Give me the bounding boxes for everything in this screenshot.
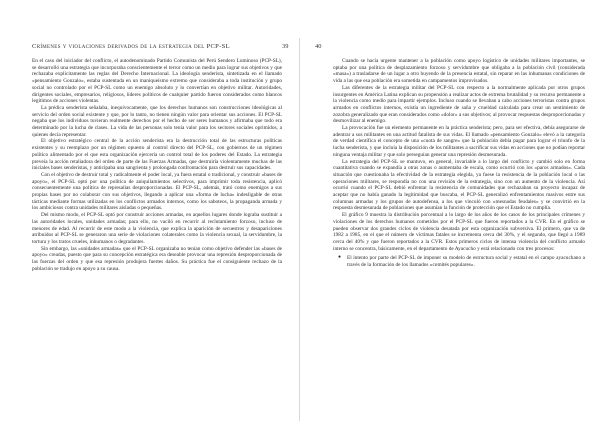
paragraph: La estrategia del PCP-SL se mantuvo, en general, invariable a lo largo del conflicto y cambió solo en forma cuantitativa cuando se expandía a otras zonas o aumentaba de escala, como ocurrió con los «paros armados». Cada situación que cuestionaba la efectividad de la estrategia elegida, ya fuese la resistencia de la población local o las operaciones militares, se respondía no con una revisión de la estrategia, sino con un aumento de la violencia. Así ocurrió cuando el PCP-SL debió enfrentar la resistencia de comunidades que rechazaban su proyecto incapaz de aceptar que no había ganado la legitimidad que buscaba, el PCP-SL generalizó enfrentamientos masivos entre sus columnas armadas y los grupos de autodefensa, a los que vinculó con «mesnadas feudales» y se convirtió en la respuesta desmesurada de poblaciones que asumían la función de protección que el Estado no cumplía. (333, 158, 585, 212)
running-head: Crímenes y violaciones derivados de la estrategia del PCP-SL (32, 43, 230, 50)
page-number: 39 (282, 43, 289, 50)
paragraph: Con el objetivo de destruir total y radicalmente el poder local, ya fuera estatal o tradicional, y construir «bases de apoyo», el PCP-SL optó por una política de aniquilamientos selectivos, para imprimir toda resistencia, aplicó consecuentemente una política de represalias desproporcionadas. El PCP-SL, además, trató como enemigos a sus propias bases por no colaborar con sus objetivos, llegando a aplicar una «forma de lucha» indesligable de otras tácticas mediante formas utilizadas en los conflictos armados internos, como los saboteos, la propaganda armada y los ambiciosos contra unidades militares aisladas o pequeñas. (32, 171, 282, 212)
paragraph: La prédica senderista señalaba, inequívocamente, que los derechos humanos son construcciones ideológicas al servicio del orden social existente y que, por lo tanto, no tienen ningún valor para orientar sus acciones. El PCP-SL negaba que los individuos tuvieran realmente derechos por el hecho de ser seres humanos y afirmaba que todo era determinado por la lucha de clases. La vida de las personas solo tenía valor para los sectores sociales oprimidos, a quienes decía representar. (32, 104, 282, 138)
page-number: 40 (315, 43, 322, 50)
right-body-text (333, 58, 585, 269)
right-page (301, 0, 600, 431)
book-gutter (299, 38, 300, 421)
bullet-list (333, 255, 585, 268)
paragraph: Cuando se hacía urgente mantener a la población como apoyo logístico de unidades militares importantes, se optaba por una política de desplazamiento forzoso y servidumbre que obligaba a la población civil (considerada «masa») a trasladarse de un lugar a otro huyendo de la presencia estatal, sin reparar en las inhumanas condiciones de vida a las que esa población era sometida en campamentos improvisados. (333, 58, 585, 85)
paragraph: En el caso del iniciador del conflicto, el autodenominado Partido Comunista del Perú Sendero Luminoso (PCP-SL), se desarrolló una estrategia que incorporaba conscientemente el terror como un medio para lograr sus objetivos y que rechazaba explícitamente las reglas del Derecho Internacional. La ideología senderista, sintetizada en el llamado «pensamiento Gonzalo», estaba sustentada en un maniqueísmo extremo que consideraba a toda institución y grupo social no controlado por el PCP-SL como un enemigo absoluto y lo convertían en objetivo militar. Autoridades, dirigentes sociales, empresarios, religiosos, líderes políticos de cualquier partido fueron considerados como blancos legítimos de acciones violentas. (32, 58, 282, 105)
paragraph: La provocación fue un elemento permanente en la práctica senderista; pero, para ser efectiva, debía asegurarse de adentrar a sus militantes en una actitud fatalista de sus vidas. El llamado «pensamiento Gonzalo» elevó a la categoría de verdad científica el concepto de una «cuota de sangre» que la población debía pagar para lograr el triunfo de la lucha senderista, y que incluía la disposición de los militantes a sacrificar sus vidas en acciones que no podían reportar ninguna ventaja militar y que solo perseguían generar una represión desmesurada. (333, 125, 585, 158)
paragraph: El objetivo estratégico central de la acción senderista era la destrucción total de las estructuras políticas existentes y su reemplazo por un régimen opuesto al control directo del PCP-SL, con gobiernos de un régimen político alimentado por el que esta organización ejercería un control total de los poderes del Estado. La estrategia preveía la acción retaliadora del orden de parte de las Fuerzas Armadas, que destruiría violentamente muchas de las iniciales bases senderistas, y anticipaba una sangrienta y prolongada confrontación para destruir sus capacidades. (32, 138, 282, 172)
paragraph: Sin embargo, las «unidades armadas» que el PCP-SL organizaba no tenían como objetivo defender las «bases de apoyo» creadas, puesto que para su concepción estratégica era deseable provocar una represión desproporcionada de las fuerzas del orden y que esa represión produjera fuertes daños. Su práctica fue el consiguiente rechazo de la población se tradujo en apoyo a su causa. (32, 245, 282, 272)
paragraph: El gráfico 9 muestra la distribución porcentual a lo largo de los años de los casos de los principales crímenes y violaciones de los derechos humanos cometidos por el PCP-SL que fueron reportados a la CVR. En el gráfico se pueden observar dos grandes ciclos de violencia desatada por esta organización subversiva. El primero, que va de 1982 a 1985, en el que el número de víctimas fatales se incrementa cerca del 30%, y el segundo, que llegó a 1989 cerca del 40% y que fueron reportados a la CVR. Estos primeros ciclos de intensa violencia del conflicto armado interno se concentra, básicamente, en el departamento de Ayacucho y está relacionado con tres procesos: (333, 212, 585, 252)
left-page (0, 0, 299, 431)
left-body-text (32, 58, 282, 273)
paragraph: Las diferentes de la estrategia militar del PCP-SL con respecto a la normalmente aplicada por otros grupos insurgentes en América Latina explican su propensión a realizar actos de extrema brutalidad y su recurso permanente a la violencia como medio para impartir ejemplos. Incluso cuando se llevaban a cabo acciones terroristas contra grupos armados en conflictos internos, existía un ingrediente de saña y crueldad calculada para crear un sentimiento de zozobra generalizado que eran considerados como «dolor» a sus objetivos; al provocar respuestas desproporcionadas y desmovilizar al enemigo. (333, 84, 585, 125)
bullet-item: ● El intento por parte del PCP-SL de imponer su modelo de estructura social y estatal en el campo ayacuchano a través de la formación de los llamados «comités populares». (347, 255, 585, 268)
paragraph: Del mismo modo, el PCP-SL optó por construir acciones armadas, en aquellos lugares donde lograba sustituir a las autoridades locales, unidades armadas; para ello, no vaciló en recurrir al reclutamiento forzoso, incluso de menores de edad. Al recurrir de este modo a la violencia, que explica la aparición de secuestros y desapariciones atribuidos al PCP-SL se generaron una serie de violaciones colaterales como la violencia sexual, la servidumbre, la tortura y los tratos crueles, inhumanos o degradantes. (32, 212, 282, 245)
